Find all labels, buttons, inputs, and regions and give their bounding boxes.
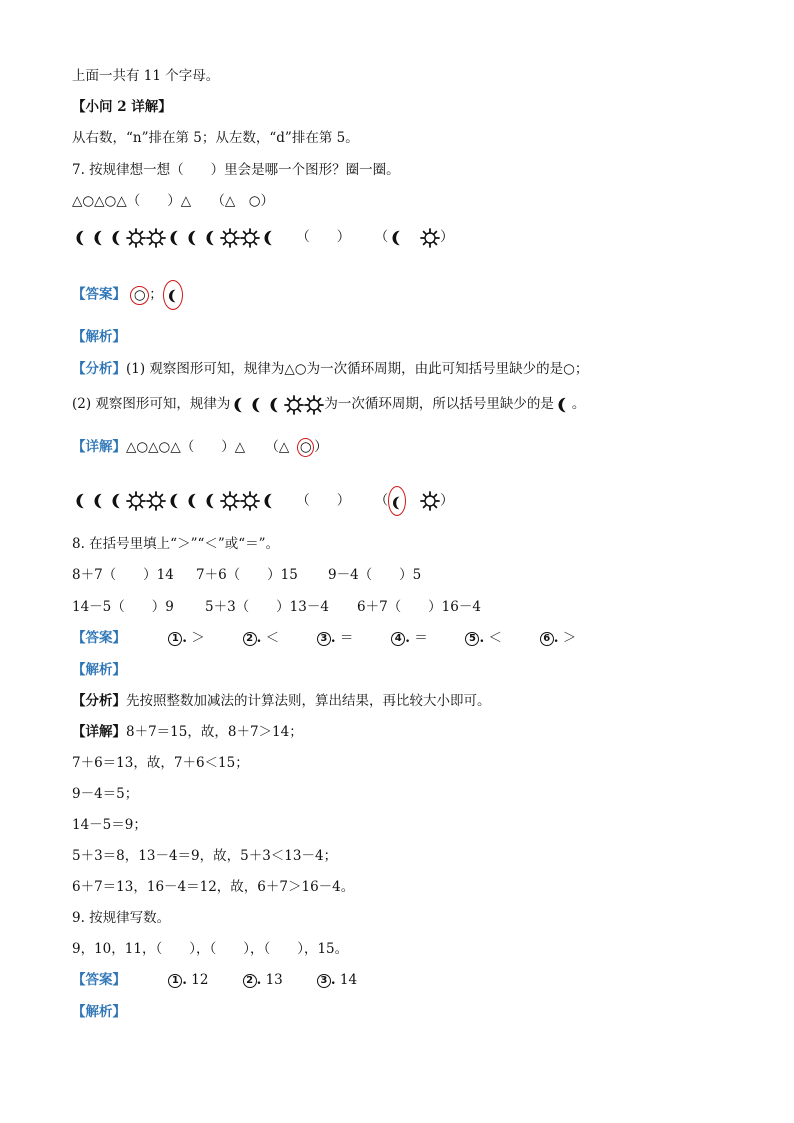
answer-number: 4 <box>391 632 405 646</box>
fenxi-label: 【分析】 <box>72 361 126 377</box>
q7-pattern-row-1: △○△○△（ ）△ （△ ○） <box>72 193 274 209</box>
circle-shape: ○ <box>299 439 312 455</box>
q7-title: 7. 按规律想一想（ ）里会是哪一个图形？圈一圈。 <box>72 162 400 178</box>
sun-icon <box>146 491 166 511</box>
answer-item: 6 . ＞ <box>540 628 577 648</box>
q7-xiangjie-row-1 <box>72 436 328 458</box>
fenxi-text-2b: 为一次循环周期，所以括号里缺少的是 <box>324 396 554 412</box>
q8-item: 14－5（ ）9 <box>72 599 174 615</box>
sun-icon <box>126 491 146 511</box>
circled-moon-answer <box>163 280 183 310</box>
moon-icon <box>202 229 220 247</box>
moon-icon <box>72 492 90 510</box>
answer-item: 2 . ＜ <box>243 628 313 648</box>
q8-item: 7＋6（ ）15 <box>196 567 298 583</box>
answer-item: 1 . 12 <box>168 970 238 990</box>
fenxi-text: 先按照整数加减法的计算法则，算出结果，再比较大小即可。 <box>126 693 491 709</box>
answer-value: ＝ <box>339 630 354 646</box>
q8-item: 9－4（ ）5 <box>328 567 422 583</box>
answer-label: 【答案】 <box>72 630 126 646</box>
q8-title: 8. 在括号里填上“＞”“＜”或“＝”。 <box>72 536 280 552</box>
sun-icon <box>284 395 304 415</box>
q9-sequence: 9，10，11，（ ），（ ），（ ），15。 <box>72 941 349 957</box>
step-line: 5＋3＝8，13－4＝9，故，5＋3＜13－4； <box>72 848 338 864</box>
analysis-label: 【解析】 <box>72 662 126 678</box>
answer-number: 2 <box>243 632 257 646</box>
circled-moon-answer <box>388 486 406 516</box>
moon-icon <box>266 396 284 414</box>
answer-value: 14 <box>339 972 358 988</box>
sun-icon <box>126 228 146 248</box>
answer-item: 3 . 14 <box>317 970 357 990</box>
answer-value: ＞ <box>562 630 577 646</box>
answer-item: 2 . 13 <box>243 970 313 990</box>
sub-question-2-heading: 【小问 2 详解】 <box>72 99 172 115</box>
answer-value: ＝ <box>414 630 428 646</box>
sun-icon <box>220 491 240 511</box>
answer-label: 【答案】 <box>72 972 126 988</box>
q7-answer <box>72 280 183 310</box>
moon-icon <box>108 229 126 247</box>
q7-xiangjie-row-2 <box>72 486 454 516</box>
q8-answer <box>72 628 576 648</box>
q8-item: 5＋3（ ）13－4 <box>205 599 329 615</box>
xiangjie-label: 【详解】 <box>72 439 126 455</box>
sun-icon <box>220 228 240 248</box>
answer-separator: ； <box>149 286 163 303</box>
answer-value: ＞ <box>191 630 205 646</box>
analysis-label: 【解析】 <box>72 329 126 345</box>
open-paren: （ <box>374 492 389 509</box>
moon-icon <box>90 229 108 247</box>
moon-icon <box>166 229 184 247</box>
answer-item: 4 . ＝ <box>391 628 461 648</box>
q7-fenxi-2 <box>72 394 585 415</box>
moon-icon <box>230 396 248 414</box>
circle-shape: ○ <box>133 286 146 303</box>
moon-icon <box>184 492 202 510</box>
answer-item: 5 . ＜ <box>465 628 535 648</box>
sun-icon <box>304 395 324 415</box>
fenxi-text-2a: (2) 观察图形可知，规律为 <box>72 396 231 412</box>
q8-row-1 <box>72 565 421 585</box>
answer-number: 3 <box>317 974 331 988</box>
q7-jiexi <box>72 327 126 347</box>
q7-blank-paren: （ ） <box>296 229 351 245</box>
fenxi-text-1: (1) 观察图形可知，规律为△○为一次循环周期，由此可知括号里缺少的是○； <box>126 361 589 377</box>
fenxi-label: 【分析】 <box>72 693 126 709</box>
step-line: 6＋7＝13，16－4＝12，故，6＋7＞16－4。 <box>72 879 355 895</box>
close-paren: ） <box>314 439 328 455</box>
answer-number: 2 <box>243 974 257 988</box>
sun-icon <box>420 491 440 511</box>
step-line: 7＋6＝13，故，7＋6＜15； <box>72 755 249 771</box>
moon-icon <box>260 492 278 510</box>
xiangjie-pattern: △○△○△（ ）△ （△ <box>126 439 290 455</box>
answer-label: 【答案】 <box>72 286 126 303</box>
q8-row-2 <box>72 597 481 617</box>
q8-item: 6＋7（ ）16－4 <box>357 599 481 615</box>
moon-icon <box>388 229 406 247</box>
moon-icon <box>72 229 90 247</box>
q8-fenxi <box>72 691 491 711</box>
moon-icon <box>184 229 202 247</box>
answer-value: 13 <box>265 972 283 988</box>
xiangjie-label: 【详解】 <box>72 724 126 740</box>
q8-item: 8＋7（ ）14 <box>72 567 174 583</box>
moon-icon <box>166 492 184 510</box>
q8-xiangjie <box>72 722 303 742</box>
circled-circle-answer <box>130 286 149 305</box>
sub-question-2-answer: 从右数，“n”排在第 5；从左数，“d”排在第 5。 <box>72 130 359 146</box>
close-paren: ） <box>440 492 454 509</box>
q9-jiexi <box>72 1002 126 1022</box>
answer-value: 12 <box>191 972 209 988</box>
answer-number: 1 <box>168 974 182 988</box>
sun-icon <box>146 228 166 248</box>
step-line: 8＋7＝15，故，8＋7＞14； <box>126 724 303 740</box>
moon-icon <box>389 495 405 511</box>
moon-icon <box>165 288 181 304</box>
answer-number: 6 <box>540 632 554 646</box>
answer-value: ＜ <box>265 630 280 646</box>
q7-pattern-row-2 <box>72 227 454 248</box>
q9-answer <box>72 970 357 990</box>
moon-icon <box>202 492 220 510</box>
q8-jiexi <box>72 660 126 680</box>
answer-number: 1 <box>168 632 182 646</box>
sun-icon <box>240 491 260 511</box>
sun-icon <box>420 228 440 248</box>
answer-item: 1 . ＞ <box>168 628 238 648</box>
moon-icon <box>90 492 108 510</box>
step-line: 14－5＝9； <box>72 817 147 833</box>
intro-line: 上面一共有 11 个字母。 <box>72 68 220 84</box>
analysis-label: 【解析】 <box>72 1004 126 1020</box>
q7-choice-open: （ <box>374 229 389 245</box>
moon-icon <box>248 396 266 414</box>
step-line: 9－4＝5； <box>72 786 139 802</box>
moon-icon <box>260 229 278 247</box>
moon-icon <box>108 492 126 510</box>
answer-number: 5 <box>465 632 479 646</box>
sun-icon <box>240 228 260 248</box>
answer-value: ＜ <box>488 630 502 646</box>
circled-circle-answer <box>297 438 314 457</box>
q7-blank-paren: （ ） <box>296 492 351 509</box>
fenxi-text-2c: 。 <box>571 396 586 412</box>
answer-item: 3 . ＝ <box>317 628 387 648</box>
moon-icon <box>554 396 572 414</box>
q7-fenxi-1 <box>72 359 588 379</box>
answer-number: 3 <box>317 632 331 646</box>
q7-choice-close: ） <box>440 229 454 245</box>
q9-title: 9. 按规律写数。 <box>72 910 171 926</box>
